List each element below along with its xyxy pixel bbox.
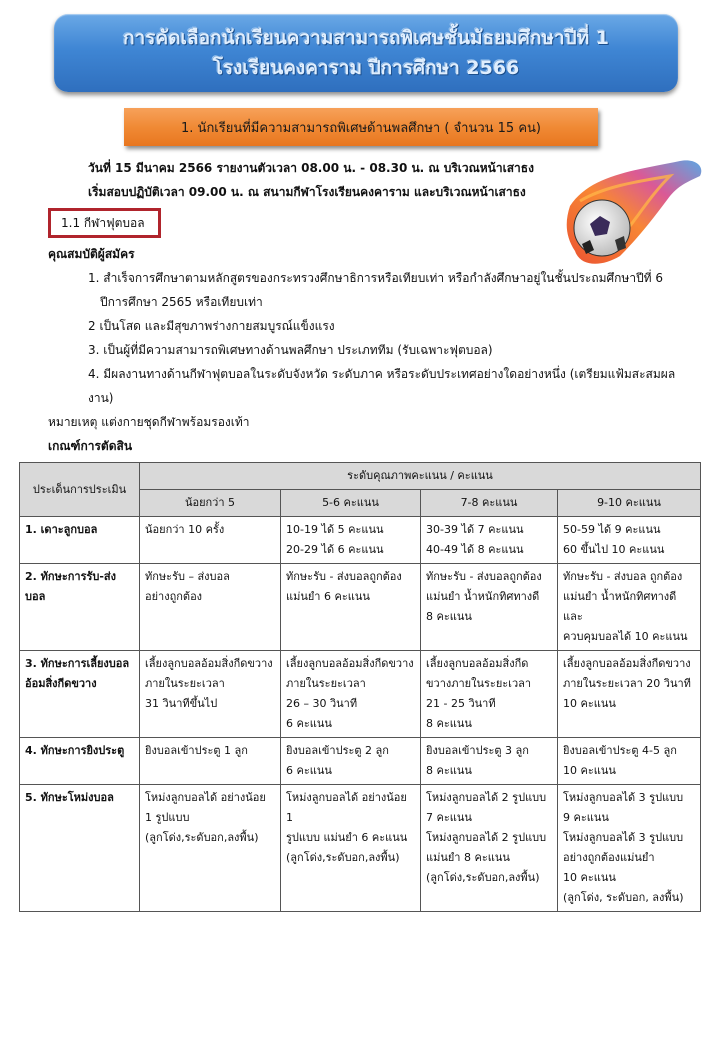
topic-text: 3. ทักษะการเลี้ยงบอล <box>25 657 130 670</box>
score-text: แม่นยำ น้ำหนักทิศทางดี <box>426 590 540 603</box>
table-row <box>20 785 701 912</box>
score-text: 21 - 25 วินาที <box>426 697 496 710</box>
score-text: ทักษะรับ – ส่งบอล <box>145 570 230 583</box>
score-text: เลี้ยงลูกบอลอ้อมสิ่งกีดขวาง <box>145 657 273 670</box>
score-cell <box>281 517 421 564</box>
topic-cell <box>20 564 140 651</box>
score-cell <box>281 785 421 912</box>
qualification-item: 2 เป็นโสด และมีสุขภาพร่างกายสมบูรณ์แข็งแรง <box>88 319 335 333</box>
score-cell <box>558 564 701 651</box>
topic-text: 5. ทักษะโหม่งบอล <box>25 791 114 804</box>
score-text: 8 คะแนน <box>426 717 472 730</box>
score-text: 10-19 ได้ 5 คะแนน <box>286 523 384 536</box>
score-cell <box>140 738 281 785</box>
section-heading-banner <box>124 108 598 146</box>
sport-label: 1.1 กีฬาฟุตบอล <box>61 216 145 230</box>
title-line-2: โรงเรียนคงคาราม ปีการศึกษา 2566 <box>212 57 520 79</box>
score-text: น้อยกว่า 10 ครั้ง <box>145 523 225 536</box>
topic-cell <box>20 651 140 738</box>
score-cell <box>421 651 558 738</box>
score-text: 20-29 ได้ 6 คะแนน <box>286 543 384 556</box>
score-text: (ลูกโด่ง,ระดับอก,ลงพื้น) <box>426 871 540 884</box>
topic-cell <box>20 517 140 564</box>
score-text: เลี้ยงลูกบอลอ้อมสิ่งกีด <box>426 657 529 670</box>
score-cell <box>558 785 701 912</box>
score-text: (ลูกโด่ง, ระดับอก, ลงพื้น) <box>563 891 684 904</box>
score-text: 50-59 ได้ 9 คะแนน <box>563 523 661 536</box>
score-text: ยิงบอลเข้าประตู 4-5 ลูก <box>563 744 677 757</box>
qualifications-heading: คุณสมบัติผู้สมัคร <box>48 247 135 261</box>
score-cell <box>558 517 701 564</box>
score-text: 10 คะแนน <box>563 871 616 884</box>
score-text: 40-49 ได้ 8 คะแนน <box>426 543 524 556</box>
score-text: 30-39 ได้ 7 คะแนน <box>426 523 524 536</box>
score-text: อย่างถูกต้องแม่นยำ <box>563 851 655 864</box>
score-text: ภายในระยะเวลา <box>286 677 366 690</box>
score-cell <box>140 785 281 912</box>
score-cell <box>558 738 701 785</box>
section-heading: 1. นักเรียนที่มีความสามารถพิเศษด้านพลศึกษา ( จำนวน 15 คน) <box>181 120 541 136</box>
table-row <box>20 738 701 785</box>
qualification-item: 1. สำเร็จการศึกษาตามหลักสูตรของกระทรวงศึกษาธิการหรือเทียบเท่า หรือกำลังศึกษาอยู่ในชั้นประถมศึกษาปีที่ 6 <box>88 271 664 285</box>
score-text: อย่างถูกต้อง <box>145 590 203 603</box>
score-text: (ลูกโด่ง,ระดับอก,ลงพื้น) <box>145 831 259 844</box>
score-text: 26 – 30 วินาที <box>286 697 358 710</box>
score-cell <box>421 738 558 785</box>
score-text: โหม่งลูกบอลได้ 3 รูปแบบ <box>563 791 684 804</box>
score-text: แม่นยำ 8 คะแนน <box>426 851 510 864</box>
score-text: ยิงบอลเข้าประตู 3 ลูก <box>426 744 529 757</box>
score-text: 6 คะแนน <box>286 764 332 777</box>
score-text: โหม่งลูกบอลได้ 3 รูปแบบ <box>563 831 684 844</box>
score-cell <box>281 651 421 738</box>
topic-text: บอล <box>25 590 46 603</box>
score-cell <box>140 564 281 651</box>
score-text: โหม่งลูกบอลได้ 2 รูปแบบ <box>426 831 547 844</box>
sport-label-box <box>48 208 161 238</box>
title-line-1: การคัดเลือกนักเรียนความสามารถพิเศษชั้นมัธยมศึกษาปีที่ 1 <box>123 27 609 49</box>
score-cell <box>558 651 701 738</box>
level-header: 5-6 คะแนน <box>281 490 421 517</box>
score-text: 10 คะแนน <box>563 697 616 710</box>
score-text: 8 คะแนน <box>426 764 472 777</box>
score-text: (ลูกโด่ง,ระดับอก,ลงพื้น) <box>286 851 400 864</box>
score-cell <box>421 517 558 564</box>
score-cell <box>421 785 558 912</box>
score-text: โหม่งลูกบอลได้ อย่างน้อย 1 <box>286 791 407 824</box>
score-text: 7 คะแนน <box>426 811 472 824</box>
topic-text: 4. ทักษะการยิงประตู <box>25 744 125 757</box>
topic-cell <box>20 785 140 912</box>
score-text: แม่นยำ น้ำหนักทิศทางดีและ <box>563 590 677 623</box>
score-text: โหม่งลูกบอลได้ อย่างน้อย <box>145 791 266 804</box>
score-cell <box>140 517 281 564</box>
topic-header: ประเด็นการประเมิน <box>20 463 140 517</box>
topic-text: 1. เดาะลูกบอล <box>25 523 98 536</box>
title-banner <box>54 14 678 92</box>
topic-text: อ้อมสิ่งกีดขวาง <box>25 677 97 690</box>
score-text: โหม่งลูกบอลได้ 2 รูปแบบ <box>426 791 547 804</box>
qualification-item: 3. เป็นผู้ที่มีความสามารถพิเศษทางด้านพลศึกษา ประเภททีม (รับเฉพาะฟุตบอล) <box>88 343 493 357</box>
schedule-line-2: เริ่มสอบปฏิบัติเวลา 09.00 น. ณ สนามกีฬาโรงเรียนคงคาราม และบริเวณหน้าเสาธง <box>88 185 526 199</box>
score-text: รูปแบบ แม่นยำ 6 คะแนน <box>286 831 408 844</box>
score-text: แม่นยำ 6 คะแนน <box>286 590 370 603</box>
score-text: ยิงบอลเข้าประตู 2 ลูก <box>286 744 389 757</box>
criteria-heading: เกณฑ์การตัดสิน <box>48 439 133 453</box>
score-text: 1 รูปแบบ <box>145 811 190 824</box>
flaming-soccer-ball-icon <box>560 156 710 276</box>
table-row <box>20 651 701 738</box>
table-row <box>20 564 701 651</box>
level-header: 7-8 คะแนน <box>421 490 558 517</box>
score-text: 8 คะแนน <box>426 610 472 623</box>
score-cell <box>421 564 558 651</box>
score-text: 6 คะแนน <box>286 717 332 730</box>
score-cell <box>281 564 421 651</box>
schedule-block <box>88 156 558 204</box>
score-text: 9 คะแนน <box>563 811 609 824</box>
score-text: เลี้ยงลูกบอลอ้อมสิ่งกีดขวาง <box>286 657 414 670</box>
score-text: ขวางภายในระยะเวลา <box>426 677 532 690</box>
score-text: ภายในระยะเวลา 20 วินาที <box>563 677 691 690</box>
level-header: น้อยกว่า 5 <box>140 490 281 517</box>
score-text: ทักษะรับ - ส่งบอล ถูกต้อง <box>563 570 683 583</box>
schedule-line-1: วันที่ 15 มีนาคม 2566 รายงานตัวเวลา 08.00 น. - 08.30 น. ณ บริเวณหน้าเสาธง <box>88 161 534 175</box>
level-header: 9-10 คะแนน <box>558 490 701 517</box>
score-text: 10 คะแนน <box>563 764 616 777</box>
table-row <box>20 517 701 564</box>
score-text: เลี้ยงลูกบอลอ้อมสิ่งกีดขวาง <box>563 657 691 670</box>
score-cell <box>140 651 281 738</box>
score-cell <box>281 738 421 785</box>
topic-text: 2. ทักษะการรับ-ส่ง <box>25 570 117 583</box>
score-text: 31 วินาทีขึ้นไป <box>145 697 218 710</box>
score-text: ภายในระยะเวลา <box>145 677 225 690</box>
qualification-item-continued: ปีการศึกษา 2565 หรือเทียบเท่า <box>100 295 263 309</box>
table-header-row <box>20 463 701 490</box>
table-body <box>20 517 701 912</box>
qualification-note: หมายเหตุ แต่งกายชุดกีฬาพร้อมรองเท้า <box>48 415 250 429</box>
score-text: 60 ขึ้นไป 10 คะแนน <box>563 543 665 556</box>
score-text: ทักษะรับ - ส่งบอลถูกต้อง <box>286 570 402 583</box>
topic-cell <box>20 738 140 785</box>
criteria-table <box>19 462 701 912</box>
qualification-item: 4. มีผลงานทางด้านกีฬาฟุตบอลในระดับจังหวัด ระดับภาค หรือระดับประเทศอย่างใดอย่างหนึ่ง (เตรียมแฟ้มสะสมผลงาน) <box>88 367 676 405</box>
level-group-header: ระดับคุณภาพคะแนน / คะแนน <box>140 463 701 490</box>
schedule-area <box>0 156 724 238</box>
score-text: ทักษะรับ - ส่งบอลถูกต้อง <box>426 570 542 583</box>
score-text: ควบคุมบอลได้ 10 คะแนน <box>563 630 688 643</box>
score-text: ยิงบอลเข้าประตู 1 ลูก <box>145 744 248 757</box>
